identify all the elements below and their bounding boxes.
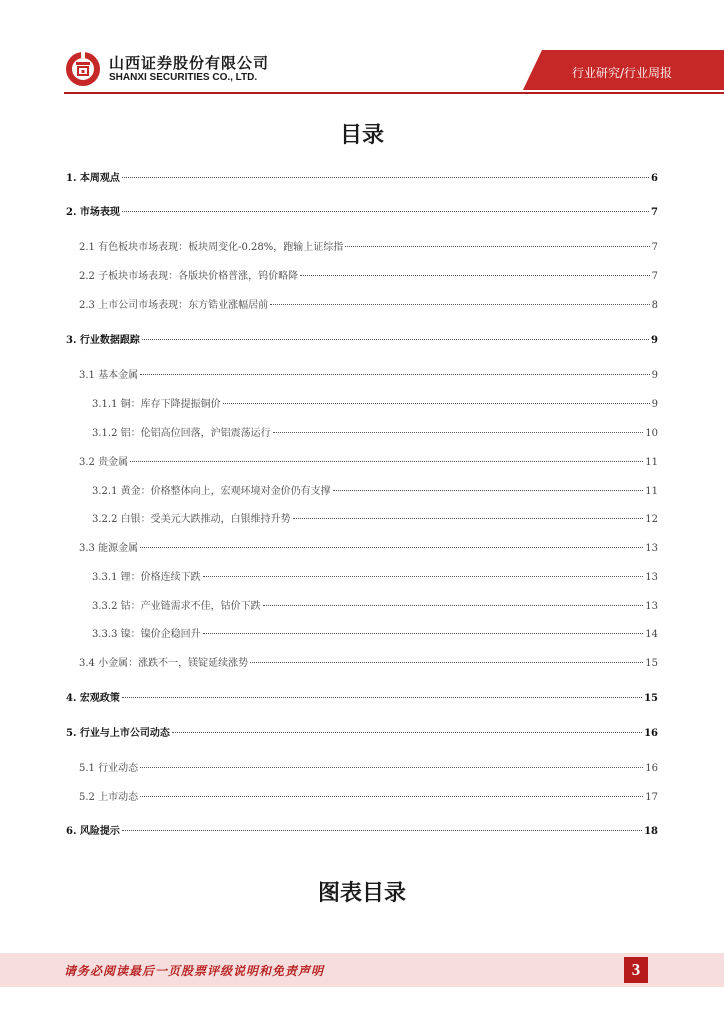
toc-entry-page: 6: [651, 173, 658, 184]
toc-entry-label: 3.3.2 钴：产业链需求不佳，钴价下跌: [92, 601, 261, 612]
toc-entry[interactable]: [92, 625, 658, 641]
toc-entry-label: 3.2.2 白银：受美元大跌推动，白银维持升势: [92, 514, 291, 525]
toc-entry-page: 17: [645, 792, 658, 803]
toc-entry-page: 7: [651, 207, 658, 218]
toc-title: 目录: [339, 123, 384, 148]
toc-entry-label: 3.2.1 黄金：价格整体向上，宏观环境对金价仍有支撑: [92, 486, 331, 497]
toc-leader-dots: [172, 722, 642, 733]
toc-entry[interactable]: [79, 654, 658, 670]
toc-leader-dots: [140, 786, 643, 797]
toc-entry-label: 2.3 上市公司市场表现：东方锆业涨幅居前: [79, 300, 269, 311]
toc-leader-dots: [140, 757, 643, 768]
toc-entry[interactable]: [92, 424, 658, 440]
toc-entry[interactable]: [79, 788, 658, 804]
toc-leader-dots: [203, 623, 644, 634]
toc-entry[interactable]: [79, 296, 658, 312]
toc-entry-label: 2.1 有色板块市场表现：板块周变化-0.28%，跑输上证综指: [79, 242, 344, 253]
toc-leader-dots: [122, 820, 642, 831]
toc-entry-label: 5.1 行业动态: [79, 763, 139, 774]
toc-entry[interactable]: [79, 759, 658, 775]
toc-entry-label: 2. 市场表现: [66, 207, 120, 218]
toc-leader-dots: [273, 422, 644, 433]
toc-leader-dots: [142, 329, 649, 340]
toc-entry[interactable]: [79, 267, 658, 283]
toc-leader-dots: [122, 201, 649, 212]
header-divider: [64, 92, 724, 94]
toc-entry-label: 4. 宏观政策: [66, 693, 120, 704]
toc-entry-label: 3.1.1 铜：库存下降提振铜价: [92, 399, 221, 410]
toc-entry-page: 16: [644, 728, 658, 739]
toc-entry[interactable]: [79, 238, 658, 254]
toc-entry-page: 9: [651, 399, 658, 410]
toc-entry-label: 3.3 能源金属: [79, 543, 139, 554]
toc-entry-page: 18: [644, 826, 658, 837]
toc-leader-dots: [250, 652, 643, 663]
page-header: [0, 0, 724, 100]
toc-leader-dots: [140, 364, 650, 375]
toc-entry-page: 8: [651, 300, 658, 311]
toc-entry-page: 11: [645, 457, 658, 468]
toc-entry-label: 3.2 贵金属: [79, 457, 129, 468]
toc-entry-label: 3.1 基本金属: [79, 370, 139, 381]
toc-entry-page: 15: [645, 658, 658, 669]
toc-entry-label: 3. 行业数据跟踪: [66, 335, 140, 346]
company-name-cn: 山西证券股份有限公司: [109, 54, 270, 72]
toc-leader-dots: [203, 566, 644, 577]
toc-entry[interactable]: [66, 822, 658, 838]
toc-entry-label: 2.2 子板块市场表现：各版块价格普涨，钨价略降: [79, 271, 299, 282]
toc-leader-dots: [140, 537, 643, 548]
toc-entry[interactable]: [66, 724, 658, 740]
toc-entry-label: 3.3.3 镍：镍价企稳回升: [92, 629, 201, 640]
toc-leader-dots: [293, 508, 644, 519]
shanxi-securities-logo-icon: [64, 50, 102, 88]
toc-entry-label: 5.2 上市动态: [79, 792, 139, 803]
page-number: 3: [624, 957, 648, 983]
toc-entry[interactable]: [79, 453, 658, 469]
toc-entry-page: 7: [651, 271, 658, 282]
toc-entry[interactable]: [66, 689, 658, 705]
toc-entry[interactable]: [92, 597, 658, 613]
toc-leader-dots: [333, 480, 644, 491]
report-type-label: 行业研究/行业周报: [571, 66, 672, 80]
toc-entry[interactable]: [92, 510, 658, 526]
toc-entry[interactable]: [66, 331, 658, 347]
toc-leader-dots: [122, 687, 642, 698]
toc-entry-label: 3.1.2 铝：伦铝高位回落，沪铝震荡运行: [92, 428, 271, 439]
toc-entry-label: 6. 风险提示: [66, 826, 120, 837]
toc-leader-dots: [122, 167, 649, 178]
toc-entry-page: 15: [644, 693, 658, 704]
toc-entry[interactable]: [92, 482, 658, 498]
figures-list-title: 图表目录: [317, 881, 406, 906]
toc-leader-dots: [270, 294, 650, 305]
toc-leader-dots: [223, 393, 650, 404]
toc-entry-page: 13: [645, 601, 658, 612]
company-name-en: SHANXI SECURITIES CO., LTD.: [109, 72, 258, 83]
toc-entry[interactable]: [92, 395, 658, 411]
toc-leader-dots: [263, 595, 644, 606]
toc-leader-dots: [300, 265, 650, 276]
toc-entry-label: 5. 行业与上市公司动态: [66, 728, 170, 739]
toc-leader-dots: [130, 451, 643, 462]
toc-entry-page: 13: [645, 543, 658, 554]
toc-entry-page: 7: [651, 242, 658, 253]
toc-entry[interactable]: [92, 568, 658, 584]
toc-entry[interactable]: [66, 203, 658, 219]
toc-entry-page: 13: [645, 572, 658, 583]
toc-entry-page: 9: [651, 370, 658, 381]
toc-entry[interactable]: [79, 539, 658, 555]
toc-entry-page: 16: [645, 763, 658, 774]
toc-entry-label: 1. 本周观点: [66, 173, 120, 184]
toc-entry-page: 9: [651, 335, 658, 346]
toc-entry-page: 14: [645, 629, 658, 640]
toc-entry-label: 3.4 小金属：涨跌不一，镁锭延续涨势: [79, 658, 249, 669]
toc-entry-label: 3.3.1 锂：价格连续下跌: [92, 572, 201, 583]
toc-entry[interactable]: [79, 366, 658, 382]
page-footer: [0, 953, 724, 987]
toc-entry[interactable]: [66, 169, 658, 185]
toc-leader-dots: [345, 236, 649, 247]
disclaimer-notice: 请务必阅读最后一页股票评级说明和免责声明: [64, 964, 325, 978]
toc-entry-page: 12: [645, 514, 658, 525]
toc-entry-page: 11: [645, 486, 658, 497]
toc-entry-page: 10: [645, 428, 658, 439]
